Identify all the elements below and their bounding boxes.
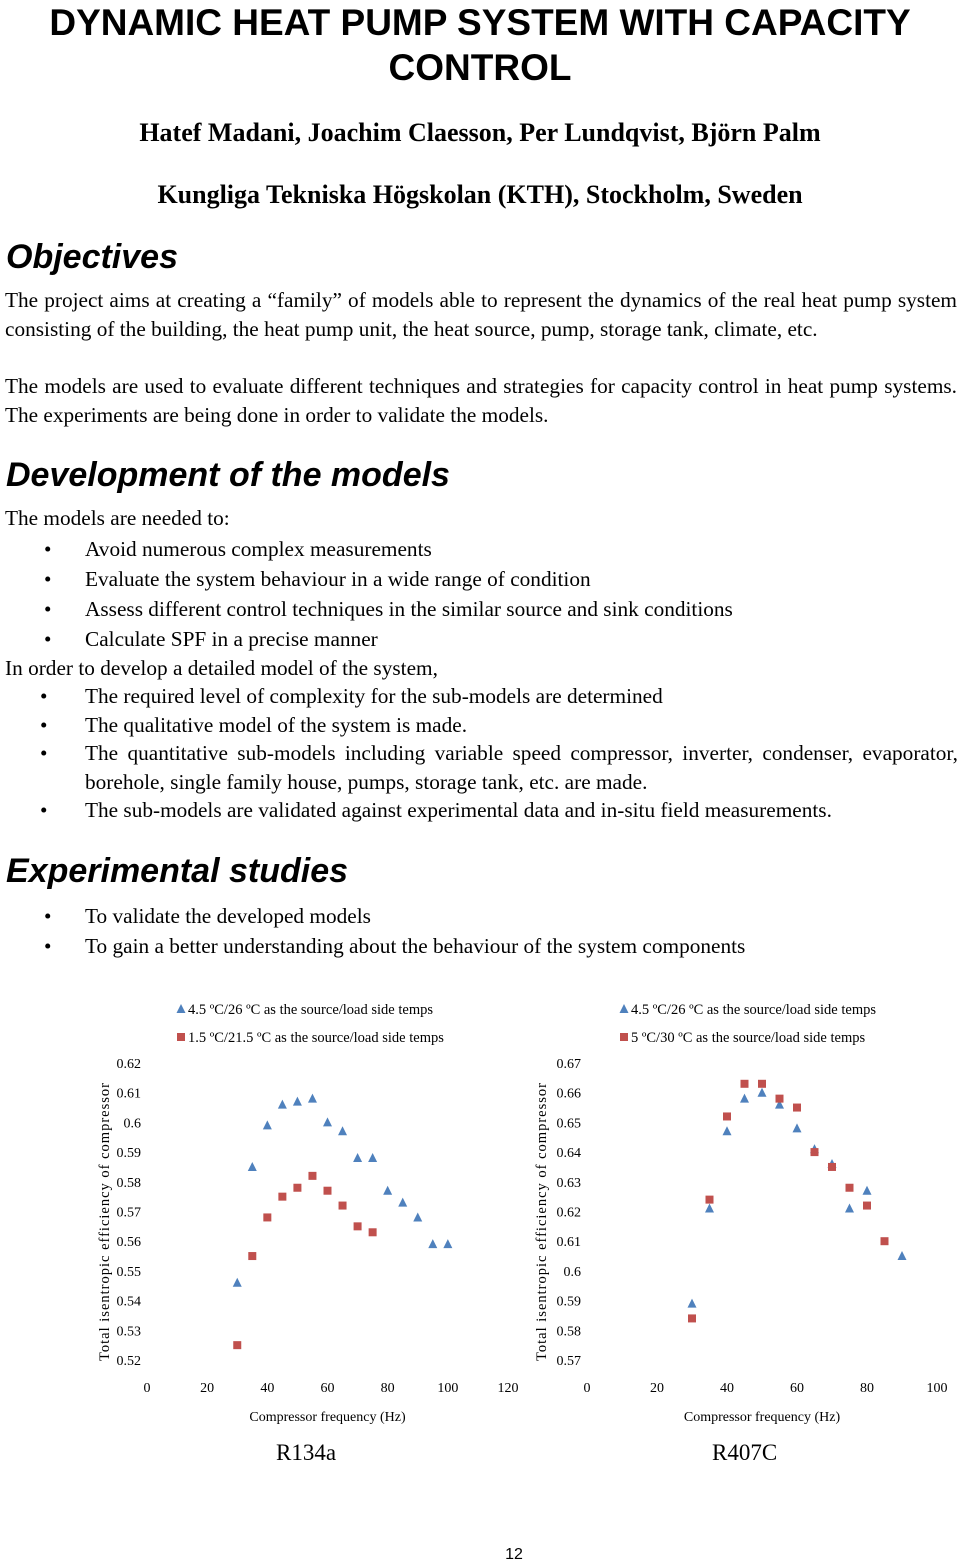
data-point-square: [863, 1202, 871, 1210]
data-point-square: [811, 1148, 819, 1156]
x-tick-label: 100: [926, 1381, 948, 1396]
needs-list: [0, 534, 958, 654]
data-point-triangle: [398, 1198, 407, 1207]
list-item: • Assess different control techniques in the similar source and sink conditions: [0, 594, 958, 624]
data-point-triangle: [338, 1126, 347, 1135]
x-tick-label: 0: [143, 1381, 151, 1396]
y-tick-label: 0.52: [116, 1354, 141, 1369]
y-tick-label: 0.61: [116, 1086, 141, 1102]
data-point-square: [263, 1213, 271, 1221]
x-axis-label: Compressor frequency (Hz): [249, 1410, 406, 1425]
x-tick-label: 20: [650, 1381, 664, 1396]
data-point-triangle: [263, 1120, 272, 1129]
y-tick-label: 0.6: [123, 1116, 141, 1132]
data-point-triangle: [688, 1299, 697, 1308]
bullet-icon: •: [40, 712, 48, 737]
y-tick-label: 0.62: [556, 1205, 581, 1221]
chart-caption-r134a: R134a: [276, 1440, 337, 1465]
y-tick-label: 0.59: [556, 1294, 581, 1310]
data-point-triangle: [740, 1094, 749, 1103]
y-tick-label: 0.66: [556, 1086, 581, 1102]
x-tick-label: 80: [860, 1381, 874, 1396]
data-point-square: [723, 1112, 731, 1120]
legend-entry: 5 ºC/30 ºC as the source/load side temps: [631, 1030, 866, 1046]
y-tick-label: 0.65: [556, 1116, 581, 1132]
list-item: • To validate the developed models: [0, 901, 958, 931]
data-point-square: [339, 1202, 347, 1210]
data-point-square: [248, 1252, 256, 1260]
list-item: • The sub-models are validated against experimental data and in-situ field measurements.: [0, 796, 958, 825]
y-tick-label: 0.63: [556, 1175, 581, 1191]
x-axis-label: Compressor frequency (Hz): [683, 1410, 841, 1425]
data-point-triangle: [723, 1126, 732, 1135]
development-intro-2: In order to develop a detailed model of the system,: [5, 656, 438, 680]
data-point-square: [741, 1080, 749, 1088]
x-tick-label: 60: [320, 1381, 335, 1396]
data-point-square: [688, 1314, 696, 1322]
data-point-triangle: [248, 1162, 257, 1171]
bullet-icon: •: [44, 627, 52, 651]
experimental-list: [0, 901, 958, 961]
data-point-triangle: [428, 1239, 437, 1248]
x-tick-label: 20: [200, 1381, 215, 1396]
page-number: 12: [505, 1546, 523, 1563]
list-item: • The qualitative model of the system is made.: [0, 711, 958, 740]
x-tick-label: 120: [497, 1381, 519, 1396]
development-intro: The models are needed to:: [5, 506, 230, 530]
data-point-triangle: [278, 1100, 287, 1109]
data-point-triangle: [308, 1094, 317, 1103]
objectives-paragraph-1: The project aims at creating a “family” of models able to represent the dynamics of the real heat pump system consisting of the building, the heat pump unit, the heat source, pump, storage tank, climate, etc.: [5, 288, 957, 341]
y-tick-label: 0.57: [556, 1354, 581, 1369]
bullet-icon: •: [44, 567, 52, 591]
y-tick-label: 0.58: [556, 1324, 581, 1340]
data-point-square: [369, 1228, 377, 1236]
data-point-triangle: [443, 1239, 452, 1248]
experimental-heading: Experimental studies: [6, 852, 349, 890]
y-axis-label: Total isentropic efficiency of compressor: [97, 1082, 113, 1361]
chart-caption-r407c: R407C: [712, 1440, 778, 1465]
legend-entry: 4.5 ºC/26 ºC as the source/load side temps: [631, 1002, 876, 1018]
y-axis-label: Total isentropic efficiency of compressor: [534, 1082, 550, 1361]
data-point-square: [758, 1080, 766, 1088]
data-point-square: [278, 1193, 286, 1201]
y-tick-label: 0.59: [116, 1146, 141, 1162]
bullet-icon: •: [40, 741, 48, 765]
list-item: • The required level of complexity for the sub-models are determined: [0, 682, 958, 711]
data-point-square: [706, 1196, 714, 1204]
bullet-icon: •: [40, 684, 48, 708]
data-point-square: [233, 1341, 241, 1349]
y-tick-label: 0.6: [563, 1264, 581, 1280]
data-point-triangle: [413, 1212, 422, 1221]
data-point-square: [776, 1095, 784, 1103]
list-item: • Evaluate the system behaviour in a wide range of condition: [0, 564, 958, 594]
x-tick-label: 40: [720, 1381, 734, 1396]
authors: Hatef Madani, Joachim Claesson, Per Lundqvist, Björn Palm: [139, 118, 821, 147]
data-point-triangle: [845, 1204, 854, 1213]
steps-list: [0, 682, 958, 825]
y-tick-label: 0.54: [116, 1294, 141, 1310]
data-point-square: [881, 1237, 889, 1245]
x-tick-label: 100: [437, 1381, 459, 1396]
data-point-square: [828, 1163, 836, 1171]
y-tick-label: 0.55: [116, 1264, 141, 1280]
legend-entry: 4.5 ºC/26 ºC as the source/load side temps: [188, 1002, 433, 1018]
data-point-triangle: [758, 1088, 767, 1097]
bullet-icon: •: [44, 537, 52, 561]
y-tick-label: 0.61: [556, 1235, 581, 1251]
legend-entry: 1.5 ºC/21.5 ºC as the source/load side temps: [188, 1030, 444, 1046]
data-point-triangle: [293, 1097, 302, 1106]
bullet-icon: •: [44, 934, 52, 958]
r134a-efficiency-chart: [95, 985, 525, 1435]
affiliation: Kungliga Tekniska Högskolan (KTH), Stockholm, Sweden: [157, 180, 803, 209]
data-point-square: [846, 1184, 854, 1192]
bullet-icon: •: [44, 597, 52, 621]
y-tick-label: 0.62: [116, 1057, 141, 1072]
x-tick-label: 80: [380, 1381, 395, 1396]
legend-marker-square: [620, 1033, 628, 1041]
objectives-paragraph-2: The models are used to evaluate different techniques and strategies for capacity control in heat pump systems. The experiments are being done in order to validate the models.: [5, 374, 957, 427]
y-tick-label: 0.58: [116, 1175, 141, 1191]
data-point-triangle: [793, 1123, 802, 1132]
r407c-efficiency-chart: [532, 985, 960, 1435]
data-point-square: [308, 1172, 316, 1180]
list-item: • To gain a better understanding about the behaviour of the system components: [0, 931, 958, 961]
data-point-square: [793, 1104, 801, 1112]
data-point-triangle: [383, 1186, 392, 1195]
data-point-square: [293, 1184, 301, 1192]
data-point-triangle: [233, 1278, 242, 1287]
legend-marker-triangle: [177, 1004, 186, 1013]
data-point-triangle: [705, 1204, 714, 1213]
data-point-square: [324, 1187, 332, 1195]
data-point-triangle: [353, 1153, 362, 1162]
legend-marker-square: [177, 1033, 185, 1041]
y-tick-label: 0.57: [116, 1205, 141, 1221]
y-tick-label: 0.56: [116, 1235, 141, 1251]
data-point-triangle: [323, 1117, 332, 1126]
list-item: • Avoid numerous complex measurements: [0, 534, 958, 564]
x-tick-label: 0: [583, 1381, 591, 1396]
data-point-triangle: [863, 1186, 872, 1195]
x-tick-label: 40: [260, 1381, 275, 1396]
bullet-icon: •: [40, 798, 48, 822]
data-point-triangle: [898, 1251, 907, 1260]
data-point-square: [354, 1222, 362, 1230]
x-tick-label: 60: [790, 1381, 804, 1396]
development-heading: Development of the models: [6, 456, 450, 494]
list-item: • Calculate SPF in a precise manner: [0, 624, 958, 654]
y-tick-label: 0.53: [116, 1324, 141, 1340]
y-tick-label: 0.64: [556, 1146, 581, 1162]
y-tick-label: 0.67: [556, 1057, 581, 1072]
legend-marker-triangle: [620, 1004, 629, 1013]
poster-title: DYNAMIC HEAT PUMP SYSTEM WITH CAPACITY CONTROL: [49, 2, 911, 88]
bullet-icon: •: [44, 904, 52, 928]
data-point-triangle: [368, 1153, 377, 1162]
list-item: • The quantitative sub-models including variable speed compressor, inverter, condenser, evaporator, borehole, single family house, pumps, storage tank, etc. are made.: [40, 741, 958, 794]
objectives-heading: Objectives: [6, 238, 178, 276]
